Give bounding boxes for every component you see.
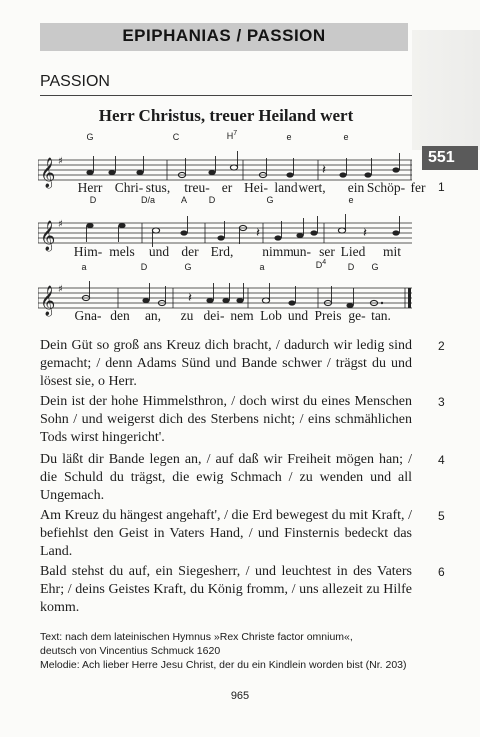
- chord-symbol: e: [286, 132, 292, 142]
- lyric-syllable: er: [221, 180, 233, 195]
- verse-number-3: 3: [438, 395, 445, 409]
- lyric-syllable: Lied: [340, 244, 366, 259]
- stanza-5: Am Kreuz du hängest angehaft', / die Erd bewegest du mit Kraft, / befiehlst den Geist in Vaters Hand, / und Finsternis bedeckt das Land.: [40, 508, 412, 559]
- chord-symbol: e: [348, 195, 354, 205]
- subsection-rule: [40, 95, 412, 96]
- lyric-syllable: ein: [347, 180, 365, 195]
- lyric-syllable: nimm: [262, 244, 294, 259]
- lyric-syllable: fer: [410, 180, 426, 195]
- lyric-syllable: ge-: [348, 308, 366, 323]
- stanza-4: Du läßt dir Bande legen an, / auf daß wir Freiheit mögen han; / die Schuld du trägst, die ewig Schmach / zu wenden und all Ungemach.: [40, 452, 412, 503]
- page-number: 965: [230, 690, 250, 702]
- subsection-label: PASSION: [40, 73, 110, 90]
- lyric-syllable: an,: [144, 308, 162, 323]
- chord-symbol: e: [343, 132, 349, 142]
- verse-number-5: 5: [438, 509, 445, 523]
- lyric-syllable: Herr: [77, 180, 103, 195]
- stanza-3: Dein ist der hohe Himmelsthron, / doch wirst du eines Menschen Sohn / und weigerst dich des Sterbens nicht; / eins schmählichen Tods wirst hingericht'.: [40, 394, 412, 445]
- lyric-syllable: Lob: [260, 308, 282, 323]
- text-credit-line-2: deutsch von Vincentius Schmuck 1620: [40, 645, 221, 657]
- svg-text:𝄞: 𝄞: [40, 221, 56, 251]
- lyric-syllable: und: [148, 244, 170, 259]
- lyric-syllable: tan.: [371, 308, 391, 323]
- chord-symbol: D: [208, 195, 216, 205]
- lyric-syllable: un-: [293, 244, 311, 259]
- svg-text:𝄽: 𝄽: [256, 226, 260, 241]
- chord-symbol: D/a: [140, 195, 156, 205]
- lyric-syllable: Chri-: [114, 180, 144, 195]
- lyric-syllable: Hei-: [244, 180, 268, 195]
- stanza-2: Dein Güt so groß ans Kreuz dich bracht, / dadurch wir ledig sind gemacht; / denn Adams Sünd und Bande schwer / trägst du und lösest sie, o Herr.: [40, 338, 412, 389]
- svg-text:♯: ♯: [58, 284, 63, 295]
- hymn-number-badge: 551: [422, 146, 478, 170]
- text-credit-line-1: Text: nach dem lateinischen Hymnus »Rex Christe factor omnium«,: [40, 631, 353, 643]
- lyric-syllable: wert,: [298, 180, 326, 195]
- chord-symbol: G: [184, 262, 192, 272]
- section-header-title: EPIPHANIAS / PASSION: [122, 26, 326, 45]
- lyric-syllable: Preis: [314, 308, 342, 323]
- chord-symbol: C: [172, 132, 180, 142]
- svg-text:𝄽: 𝄽: [363, 226, 367, 241]
- chord-symbol: D: [347, 262, 355, 272]
- chord-symbol: a: [259, 262, 265, 272]
- melody-credit: Melodie: Ach lieber Herre Jesu Christ, der du ein Kindlein worden bist (Nr. 203): [40, 659, 407, 671]
- lyric-syllable: mels: [109, 244, 135, 259]
- chord-symbol: A: [180, 195, 188, 205]
- lyric-syllable: und: [287, 308, 309, 323]
- chord-symbol: G: [86, 132, 94, 142]
- lyric-syllable: stus,: [145, 180, 171, 195]
- svg-text:𝄞: 𝄞: [40, 286, 56, 316]
- svg-text:𝄽: 𝄽: [188, 291, 192, 306]
- hymn-title: Herr Christus, treuer Heiland wert: [98, 106, 354, 125]
- section-header-band: [40, 23, 408, 51]
- verse-number-2: 2: [438, 339, 445, 353]
- lyric-syllable: zu: [180, 308, 194, 323]
- verse-number-1: 1: [438, 180, 445, 194]
- lyric-syllable: Him-: [73, 244, 103, 259]
- svg-text:𝄽: 𝄽: [322, 163, 326, 178]
- lyric-syllable: dei-: [203, 308, 225, 323]
- svg-text:♯: ♯: [58, 219, 63, 230]
- lyric-syllable: Gna-: [74, 308, 102, 323]
- lyric-syllable: Schöp-: [366, 180, 406, 195]
- facing-page-bleed: [412, 30, 480, 150]
- chord-symbol: G: [371, 262, 379, 272]
- chord-symbol: G: [266, 195, 274, 205]
- lyric-syllable: ser: [319, 244, 335, 259]
- chord-symbol: D: [89, 195, 97, 205]
- credits-block: [40, 630, 420, 672]
- svg-text:𝄞: 𝄞: [40, 158, 56, 188]
- lyric-syllable: land: [274, 180, 298, 195]
- chord-symbol: a: [81, 262, 87, 272]
- lyric-syllable: der: [181, 244, 199, 259]
- lyric-syllable: den: [110, 308, 130, 323]
- lyric-syllable: Erd,: [210, 244, 234, 259]
- verse-number-4: 4: [438, 453, 445, 467]
- verse-number-6: 6: [438, 565, 445, 579]
- lyric-syllable: treu-: [184, 180, 210, 195]
- lyric-syllable: nem: [230, 308, 254, 323]
- svg-text:♯: ♯: [58, 156, 63, 167]
- chord-symbol: D: [140, 262, 148, 272]
- stanza-6: Bald stehst du auf, ein Siegesherr, / und leuchtest in des Vaters Ehr; / deins Geistes Kraft, du König fromm, / uns allezeit zu Hilfe komm.: [40, 564, 412, 615]
- chord-symbol: $H^7$: [226, 130, 238, 141]
- chord-symbol: $D^4$: [315, 259, 327, 270]
- lyric-syllable: mit: [382, 244, 402, 259]
